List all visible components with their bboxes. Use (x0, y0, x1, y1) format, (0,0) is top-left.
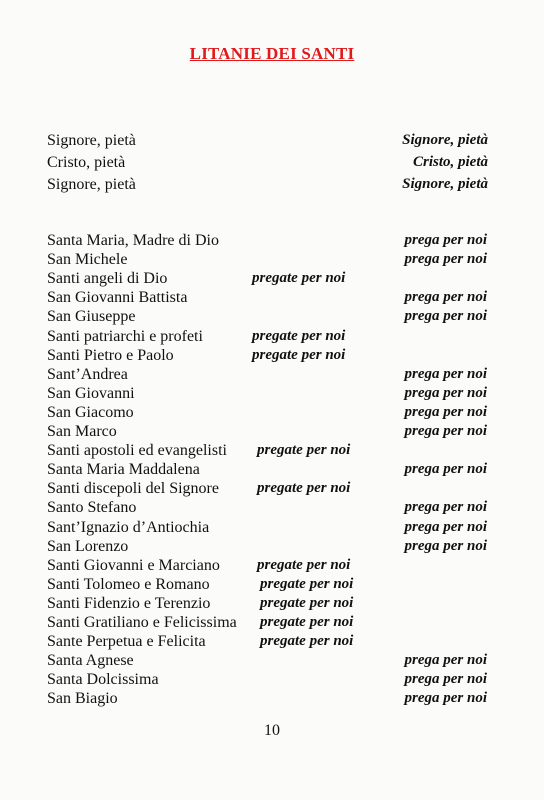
show-through-shadow (150, 56, 484, 57)
litany-row (0, 594, 544, 613)
litany-row (0, 651, 544, 670)
invocation-text: Sante Perpetua e Felicita (47, 633, 206, 650)
invocation-text: Sant’Ignazio d’Antiochia (47, 519, 210, 536)
invocation-text: San Michele (47, 251, 128, 268)
litany-row (0, 231, 544, 250)
litany-row (0, 689, 544, 708)
response-text: pregate per noi (252, 328, 346, 344)
invocation-text: Santi Pietro e Paolo (47, 347, 174, 364)
invocation-text: Santi angeli di Dio (47, 270, 168, 287)
response-text: prega per noi (404, 251, 487, 267)
response-text: prega per noi (404, 404, 487, 420)
page-number: 10 (264, 722, 280, 739)
litany-row (0, 384, 544, 403)
litany-row (0, 269, 544, 288)
opening-row (0, 175, 544, 194)
response-text: prega per noi (404, 652, 487, 668)
litany-row (0, 441, 544, 460)
invocation-text: San Giovanni (47, 385, 135, 402)
invocation-text: Santi patriarchi e profeti (47, 328, 203, 345)
page-title: LITANIE DEI SANTI (189, 44, 355, 63)
litany-row (0, 422, 544, 441)
response-text: pregate per noi (260, 595, 354, 611)
response-text: prega per noi (404, 499, 487, 515)
invocation-text: Signore, pietà (47, 176, 136, 193)
invocation-text: Santa Agnese (47, 652, 134, 669)
litany-row (0, 632, 544, 651)
litany-row (0, 250, 544, 269)
response-text: pregate per noi (257, 557, 351, 573)
response-text: prega per noi (404, 308, 487, 324)
invocation-text: Santa Maria Maddalena (47, 461, 200, 478)
invocation-text: Santi Giovanni e Marciano (47, 557, 220, 574)
invocation-text: San Lorenzo (47, 538, 129, 555)
response-text: prega per noi (404, 519, 487, 535)
response-text: Signore, pietà (402, 132, 488, 148)
response-text: pregate per noi (252, 347, 346, 363)
response-text: Signore, pietà (402, 176, 488, 192)
response-text: prega per noi (404, 461, 487, 477)
opening-row (0, 131, 544, 150)
litany-row (0, 479, 544, 498)
litany-row (0, 556, 544, 575)
response-text: prega per noi (404, 289, 487, 305)
response-text: prega per noi (404, 671, 487, 687)
litany-row (0, 327, 544, 346)
invocation-text: Santi Fidenzio e Terenzio (47, 595, 211, 612)
invocation-text: San Giacomo (47, 404, 134, 421)
invocation-text: Santa Dolcissima (47, 671, 159, 688)
response-text: Cristo, pietà (412, 154, 488, 170)
response-text: prega per noi (404, 232, 487, 248)
response-text: pregate per noi (257, 442, 351, 458)
invocation-text: Santa Maria, Madre di Dio (47, 232, 219, 249)
litany-row (0, 403, 544, 422)
litany-row (0, 288, 544, 307)
invocation-text: Cristo, pietà (47, 154, 126, 171)
invocation-text: Santi discepoli del Signore (47, 480, 219, 497)
response-text: prega per noi (404, 538, 487, 554)
invocation-text: Santi Gratiliano e Felicissima (47, 614, 237, 631)
invocation-text: Signore, pietà (47, 132, 136, 149)
litany-row (0, 575, 544, 594)
response-text: pregate per noi (260, 614, 354, 630)
litany-row (0, 613, 544, 632)
litany-row (0, 537, 544, 556)
invocation-text: Santo Stefano (47, 499, 137, 516)
litany-row (0, 670, 544, 689)
response-text: pregate per noi (260, 576, 354, 592)
litany-row (0, 365, 544, 384)
invocation-text: San Giuseppe (47, 308, 136, 325)
response-text: pregate per noi (252, 270, 346, 286)
response-text: prega per noi (404, 423, 487, 439)
response-text: prega per noi (404, 385, 487, 401)
response-text: pregate per noi (257, 480, 351, 496)
litany-row (0, 518, 544, 537)
litany-row (0, 460, 544, 479)
invocation-text: Santi Tolomeo e Romano (47, 576, 210, 593)
response-text: prega per noi (404, 366, 487, 382)
response-text: prega per noi (404, 690, 487, 706)
invocation-text: Sant’Andrea (47, 366, 128, 383)
invocation-text: San Giovanni Battista (47, 289, 188, 306)
litany-row (0, 498, 544, 517)
invocation-text: San Marco (47, 423, 117, 440)
response-text: pregate per noi (260, 633, 354, 649)
litany-row (0, 346, 544, 365)
invocation-text: San Biagio (47, 690, 118, 707)
invocation-text: Santi apostoli ed evangelisti (47, 442, 227, 459)
litany-row (0, 307, 544, 326)
opening-row (0, 153, 544, 172)
